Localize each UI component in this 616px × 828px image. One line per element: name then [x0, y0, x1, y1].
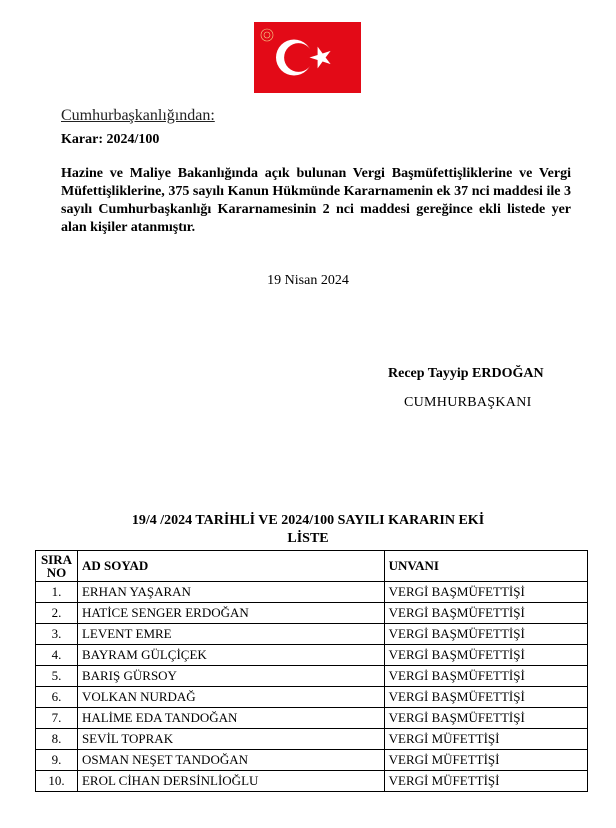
row-title: VERGİ MÜFETTİŞİ: [384, 729, 587, 750]
table-header-row: [36, 551, 588, 582]
row-name: HALİME EDA TANDOĞAN: [77, 708, 384, 729]
row-number: 3.: [36, 624, 78, 645]
row-title: VERGİ BAŞMÜFETTİŞİ: [384, 603, 587, 624]
row-title: VERGİ BAŞMÜFETTİŞİ: [384, 582, 587, 603]
table-row: [36, 729, 588, 750]
list-title: [0, 512, 616, 548]
row-name: ERHAN YAŞARAN: [77, 582, 384, 603]
row-name: EROL CİHAN DERSİNLİOĞLU: [77, 771, 384, 792]
issuing-authority: Cumhurbaşkanlığından:: [61, 107, 215, 124]
signer-name: Recep Tayyip ERDOĞAN: [388, 366, 544, 381]
signer-title: CUMHURBAŞKANI: [404, 395, 532, 410]
row-number: 1.: [36, 582, 78, 603]
list-title-line1: 19/4 /2024 TARİHLİ VE 2024/100 SAYILI KARARIN EKİ: [131, 513, 485, 528]
row-name: SEVİL TOPRAK: [77, 729, 384, 750]
turkish-flag-emblem: [254, 22, 361, 93]
list-title-line2: LİSTE: [287, 531, 329, 546]
row-name: OSMAN NEŞET TANDOĞAN: [77, 750, 384, 771]
row-number: 10.: [36, 771, 78, 792]
row-number: 9.: [36, 750, 78, 771]
row-number: 4.: [36, 645, 78, 666]
row-name: BAYRAM GÜLÇİÇEK: [77, 645, 384, 666]
row-number: 2.: [36, 603, 78, 624]
row-number: 5.: [36, 666, 78, 687]
table-row: [36, 645, 588, 666]
row-title: VERGİ BAŞMÜFETTİŞİ: [384, 687, 587, 708]
table-row: [36, 624, 588, 645]
row-name: HATİCE SENGER ERDOĞAN: [77, 603, 384, 624]
appointee-table: [35, 550, 588, 792]
header-title: UNVANI: [384, 551, 587, 582]
row-number: 6.: [36, 687, 78, 708]
row-title: VERGİ BAŞMÜFETTİŞİ: [384, 624, 587, 645]
row-name: BARIŞ GÜRSOY: [77, 666, 384, 687]
row-number: 7.: [36, 708, 78, 729]
row-title: VERGİ MÜFETTİŞİ: [384, 750, 587, 771]
header-no: SIRA NO: [36, 551, 78, 582]
table-row: [36, 603, 588, 624]
decision-text: Hazine ve Maliye Bakanlığında açık bulunan Vergi Başmüfettişliklerine ve Vergi Müfettişliklerine, 375 sayılı Kanun Hükmünde Kararnamenin ek 37 nci maddesi ile 3 sayılı Cumhurbaşkanlığı Kararnamesinin 2 nci maddesi gereğince ekli listede yer alan kişiler atanmıştır.: [61, 166, 571, 235]
row-number: 8.: [36, 729, 78, 750]
table-row: [36, 687, 588, 708]
row-title: VERGİ BAŞMÜFETTİŞİ: [384, 666, 587, 687]
row-name: LEVENT EMRE: [77, 624, 384, 645]
decision-number: Karar: 2024/100: [61, 132, 160, 147]
row-title: VERGİ MÜFETTİŞİ: [384, 771, 587, 792]
table-row: [36, 750, 588, 771]
header-name: AD SOYAD: [77, 551, 384, 582]
table-row: [36, 582, 588, 603]
table-row: [36, 666, 588, 687]
table-row: [36, 708, 588, 729]
row-title: VERGİ BAŞMÜFETTİŞİ: [384, 645, 587, 666]
decision-date: 19 Nisan 2024: [267, 273, 349, 288]
table-row: [36, 771, 588, 792]
row-name: VOLKAN NURDAĞ: [77, 687, 384, 708]
row-title: VERGİ BAŞMÜFETTİŞİ: [384, 708, 587, 729]
